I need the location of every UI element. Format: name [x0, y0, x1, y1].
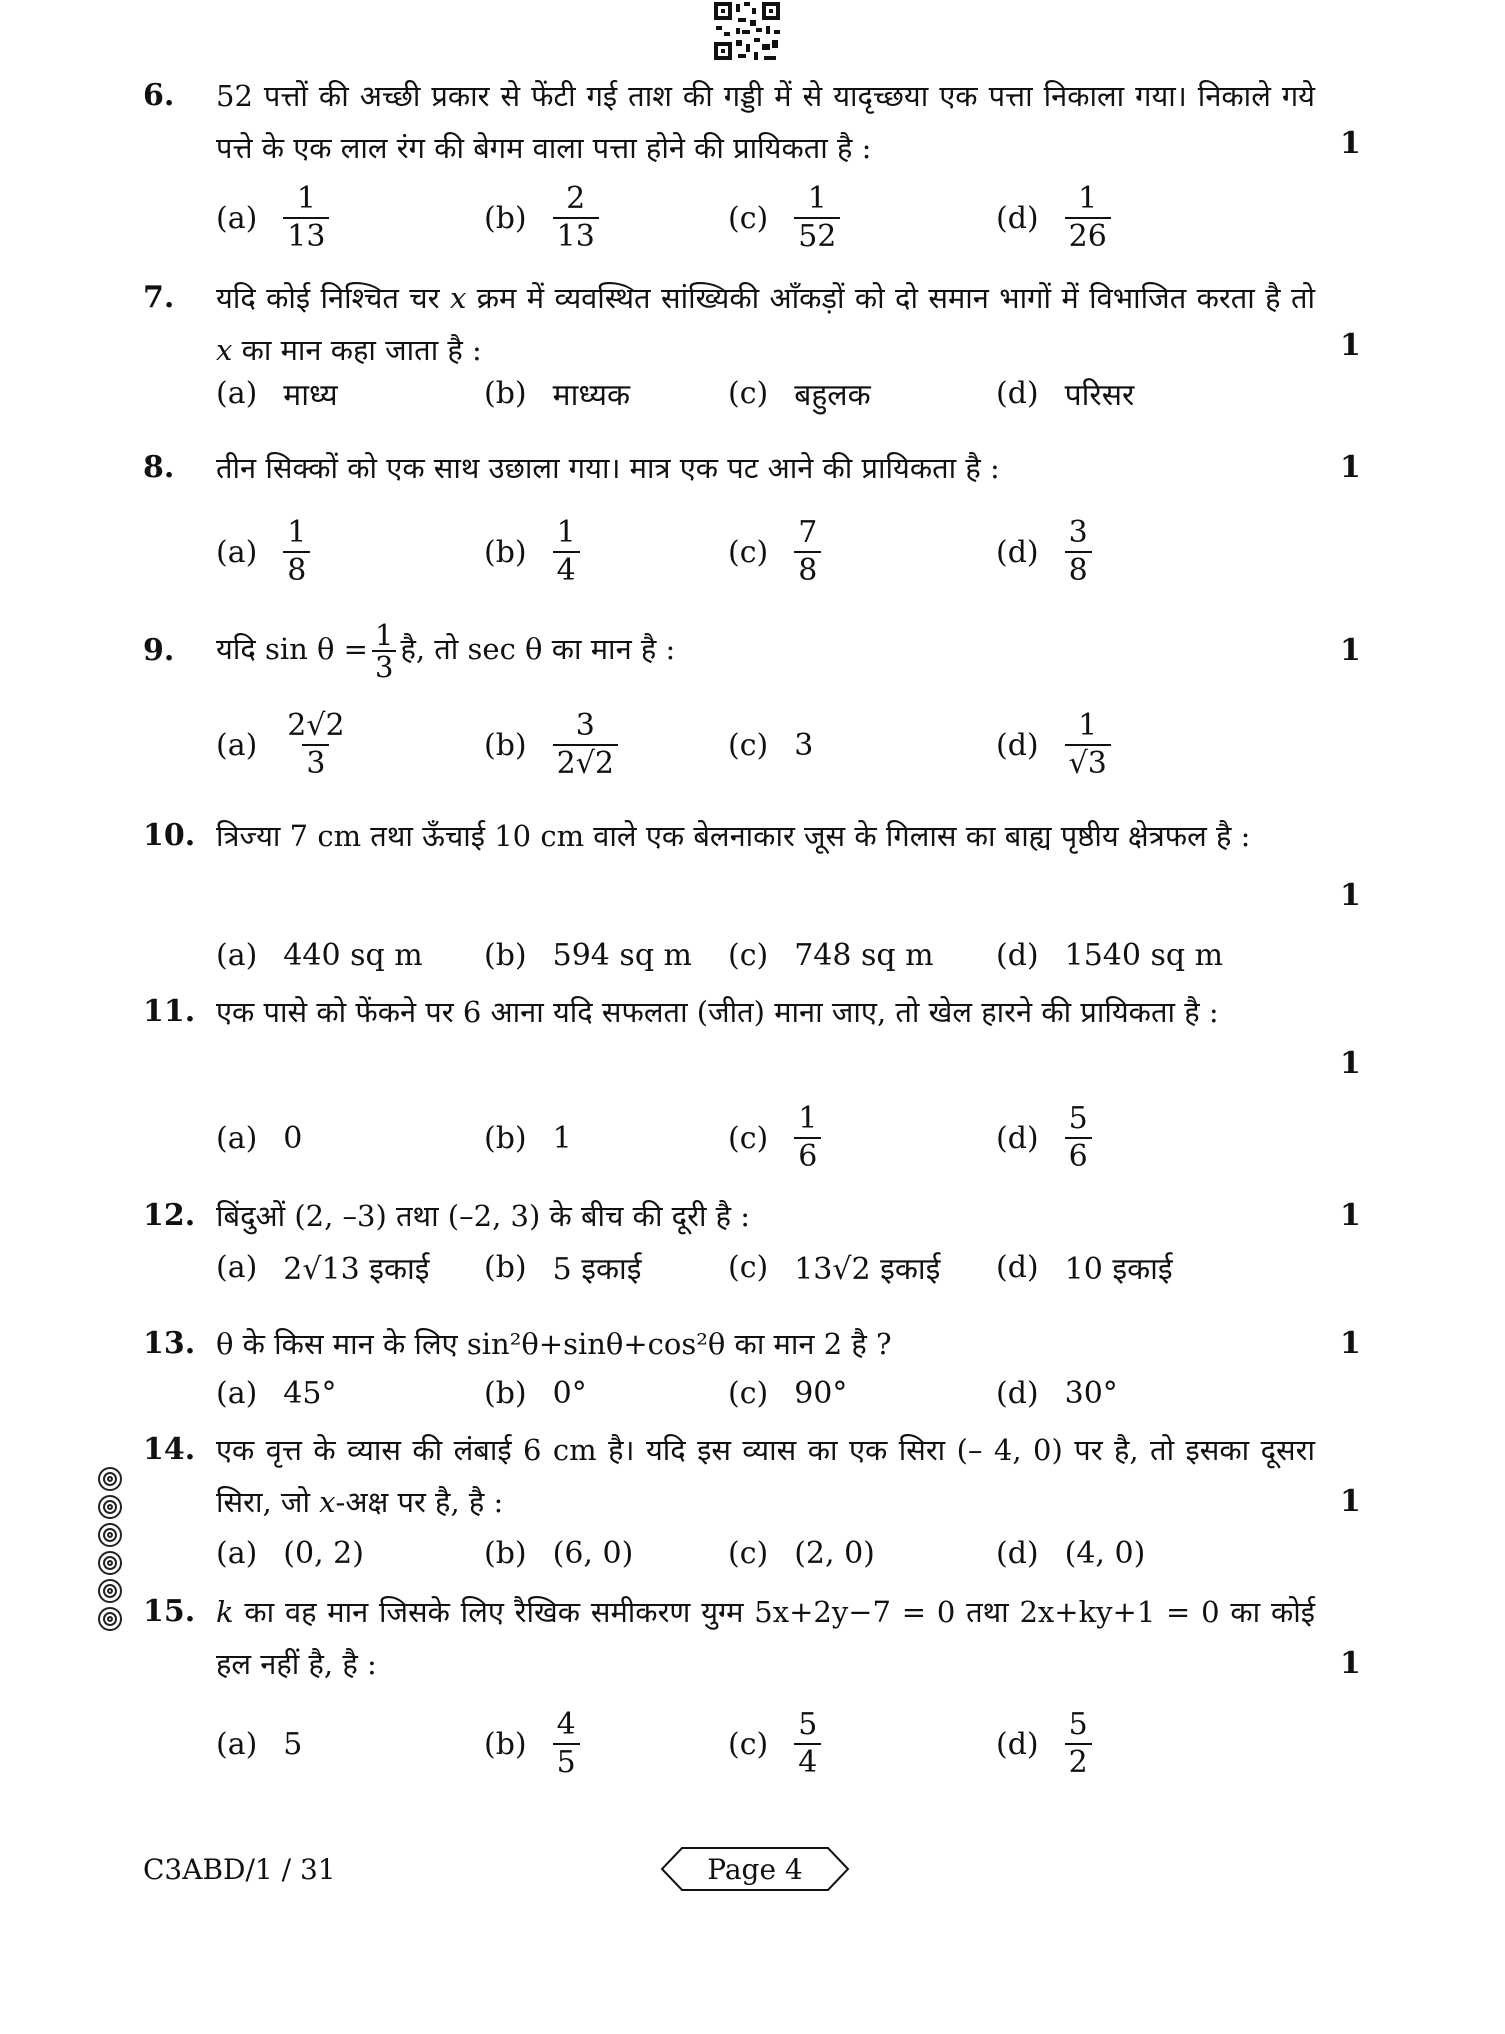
paper-code: C3ABD/1 / 31	[143, 1853, 336, 1886]
question-text: एक वृत्त के व्यास की लंबाई 6 cm है। यदि इस व्यास का एक सिरा (– 4, 0) पर है, तो इसका दूसरा सिरा, जो x-अक्ष पर है, है :	[216, 1433, 1315, 1519]
option-b: (b) $\frac{1}{4}$	[484, 512, 580, 592]
option-d: (d) $\frac{1}{√3}$	[996, 705, 1111, 785]
question-number: 7.	[143, 280, 175, 315]
fraction: $\frac{1}{52}$	[794, 181, 840, 255]
option-b: (b) $\frac{4}{5}$	[484, 1704, 580, 1784]
question-mark: 1	[1340, 1046, 1361, 1081]
question-number: 8.	[143, 450, 175, 485]
question-text: त्रिज्या 7 cm तथा ऊँचाई 10 cm वाले एक बेलनाकार जूस के गिलास का बाह्य पृष्ठीय क्षेत्रफल है :	[216, 819, 1251, 853]
question-text: 52 पत्तों की अच्छी प्रकार से फेंटी गई ताश की गड्डी में से यादृच्छया एक पत्ता निकाला गया। निकाले गये पत्ते के एक लाल रंग की बेगम वाला पत्ता होने की प्रायिकता है :	[216, 79, 1315, 165]
option-d: (d) 10 इकाई	[996, 1249, 1173, 1287]
option-label: (d)	[996, 200, 1039, 236]
qr-code-icon	[712, 0, 782, 62]
question-number: 6.	[143, 78, 175, 113]
question-text: यदि sin θ = $\frac{1}{3}$ है, तो sec θ का मान है :	[216, 618, 676, 684]
option-c	[728, 178, 840, 258]
options-row	[216, 930, 1296, 980]
question-mark: 1	[1340, 878, 1361, 913]
option-c: (c) 13√2 इकाई	[728, 1249, 941, 1287]
option-c: (c) 748 sq m	[728, 937, 934, 973]
option-d: (d) 1540 sq m	[996, 937, 1224, 973]
options-row	[216, 1098, 1296, 1178]
option-b	[484, 178, 599, 258]
question-number: 9.	[143, 633, 175, 668]
option-d: (d) $\frac{5}{2}$	[996, 1704, 1092, 1784]
option-c: (c) 3	[728, 727, 814, 763]
question-number: 15.	[143, 1594, 196, 1629]
option-d: (d) $\frac{3}{8}$	[996, 512, 1092, 592]
option-b: (b) 5 इकाई	[484, 1249, 642, 1287]
question-number: 10.	[143, 818, 196, 853]
page-number-badge	[660, 1845, 850, 1893]
option-d	[996, 178, 1111, 258]
option-label: (a)	[216, 200, 258, 236]
fraction: $\frac{7}{8}$	[794, 515, 821, 589]
fraction: $\frac{3}{2√2}$	[553, 708, 618, 782]
fraction: $\frac{5}{2}$	[1065, 1707, 1092, 1781]
option-c: (c) (2, 0)	[728, 1535, 875, 1571]
options-row	[216, 368, 1296, 418]
fraction: $\frac{1}{3}$	[372, 620, 396, 682]
question-text: k का वह मान जिसके लिए रैखिक समीकरण युग्म 5x+2y−7 = 0 तथा 2x+ky+1 = 0 का कोई हल नहीं है, है :	[216, 1595, 1315, 1681]
question-mark: 1	[1340, 633, 1361, 668]
question-mark: 1	[1340, 126, 1361, 161]
options-row	[216, 705, 1296, 785]
option-c: (c) $\frac{1}{6}$	[728, 1098, 821, 1178]
options-row	[216, 1368, 1296, 1418]
question-text: यदि कोई निश्चित चर x क्रम में व्यवस्थित सांख्यिकी आँकड़ों को दो समान भागों में विभाजित करता है तो x का मान कहा जाता है :	[216, 281, 1315, 367]
question-number: 11.	[143, 994, 196, 1029]
option-d: (d) परिसर	[996, 375, 1135, 413]
option-d: (d) 30°	[996, 1375, 1118, 1411]
option-a: (a) 2√13 इकाई	[216, 1249, 430, 1287]
option-a: (a) 0	[216, 1120, 303, 1156]
fraction: $\frac{1}{6}$	[794, 1101, 821, 1175]
fraction: $\frac{4}{5}$	[553, 1707, 580, 1781]
fraction: $\frac{1}{13}$	[283, 181, 329, 255]
option-b: (b) $\frac{3}{2√2}$	[484, 705, 618, 785]
option-a: (a) 440 sq m	[216, 937, 423, 973]
question-text: तीन सिक्कों को एक साथ उछाला गया। मात्र एक पट आने की प्रायिकता है :	[216, 451, 1000, 485]
fraction: $\frac{2}{13}$	[553, 181, 599, 255]
question-text: एक पासे को फेंकने पर 6 आना यदि सफलता (जीत) माना जाए, तो खेल हारने की प्रायिकता है :	[216, 995, 1219, 1029]
question-mark: 1	[1340, 1646, 1361, 1681]
options-row	[216, 1704, 1296, 1784]
option-a: (a) $\frac{2√2}{3}$	[216, 705, 349, 785]
option-d: (d) $\frac{5}{6}$	[996, 1098, 1092, 1178]
option-a: (a) 5	[216, 1726, 303, 1762]
question-mark: 1	[1340, 1484, 1361, 1519]
option-a: (a) माध्य	[216, 375, 338, 413]
fraction: $\frac{2√2}{3}$	[287, 708, 345, 781]
question-mark: 1	[1340, 450, 1361, 485]
option-c: (c) $\frac{5}{4}$	[728, 1704, 821, 1784]
fraction: $\frac{5}{4}$	[794, 1707, 821, 1781]
options-row	[216, 178, 1296, 258]
option-a: (a) $\frac{1}{8}$	[216, 512, 310, 592]
option-a	[216, 178, 329, 258]
fraction: $\frac{1}{√3}$	[1065, 708, 1111, 782]
fraction: $\frac{1}{4}$	[553, 515, 580, 589]
question-mark: 1	[1340, 1326, 1361, 1361]
option-label: (c)	[728, 200, 769, 236]
options-row	[216, 512, 1296, 592]
option-d: (d) (4, 0)	[996, 1535, 1146, 1571]
question-text: बिंदुओं (2, –3) तथा (–2, 3) के बीच की दूरी है :	[216, 1199, 751, 1233]
question-number: 13.	[143, 1326, 196, 1361]
option-c: (c) $\frac{7}{8}$	[728, 512, 821, 592]
fraction: $\frac{3}{8}$	[1065, 515, 1092, 589]
option-label: (b)	[484, 200, 527, 236]
option-b: (b) 594 sq m	[484, 937, 693, 973]
option-c: (c) 90°	[728, 1375, 848, 1411]
option-b: (b) माध्यक	[484, 375, 631, 413]
security-pattern-icon	[92, 1465, 128, 1645]
question-number: 14.	[143, 1432, 196, 1467]
option-b: (b) 0°	[484, 1375, 587, 1411]
page-label: Page 4	[707, 1853, 803, 1886]
options-row	[216, 1242, 1296, 1292]
option-b: (b) (6, 0)	[484, 1535, 634, 1571]
question-mark: 1	[1340, 1198, 1361, 1233]
fraction: $\frac{1}{26}$	[1065, 181, 1111, 255]
question-text: θ के किस मान के लिए sin²θ+sinθ+cos²θ का मान 2 है ?	[216, 1327, 892, 1361]
option-a: (a) (0, 2)	[216, 1535, 364, 1571]
question-number: 12.	[143, 1198, 196, 1233]
fraction: $\frac{5}{6}$	[1065, 1101, 1092, 1175]
options-row	[216, 1528, 1296, 1578]
question-mark: 1	[1340, 328, 1361, 363]
option-c: (c) बहुलक	[728, 375, 871, 413]
option-b: (b) 1	[484, 1120, 572, 1156]
fraction: $\frac{1}{8}$	[283, 515, 310, 589]
option-a: (a) 45°	[216, 1375, 337, 1411]
